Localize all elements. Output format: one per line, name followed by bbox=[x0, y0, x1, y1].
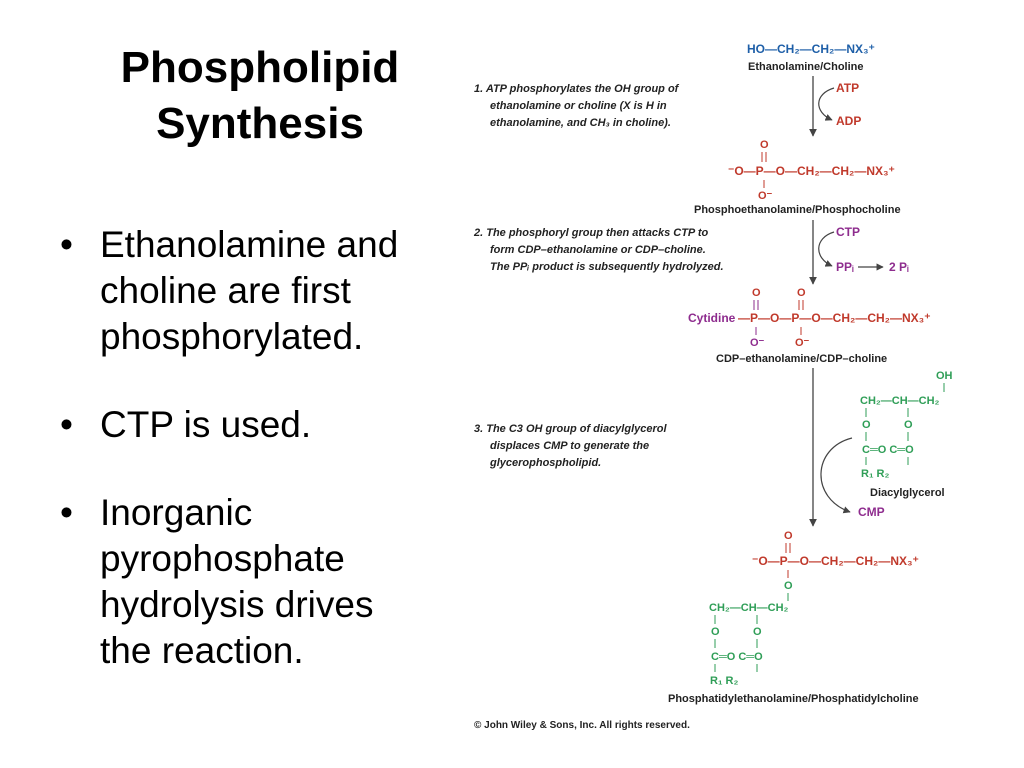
dag-oh: OH bbox=[936, 370, 953, 382]
cdp-cytidine: Cytidine bbox=[688, 311, 736, 325]
product-backbone: CH₂—CH—CH₂ bbox=[709, 602, 789, 614]
phosphate-oxygen: O bbox=[760, 139, 769, 151]
bullet-line: • Ethanolamine and bbox=[100, 224, 399, 265]
step-line: displaces CMP to generate the bbox=[490, 440, 650, 452]
dag-oxygen: O bbox=[862, 419, 871, 431]
bullet-line: phosphorylated. bbox=[100, 316, 364, 357]
atp-label: ATP bbox=[836, 81, 860, 95]
product-oxygen-ester: O bbox=[753, 626, 762, 638]
cdp-chain: —P—O—P—O—CH₂—CH₂—NX₃⁺ bbox=[738, 311, 931, 325]
ppi-label: PPᵢ bbox=[836, 260, 854, 274]
slide-title-line: Synthesis bbox=[156, 99, 364, 148]
step-3-text bbox=[474, 423, 670, 469]
cdp-oxygen: O bbox=[752, 287, 761, 299]
cdp-label: CDP–ethanolamine/CDP–choline bbox=[716, 353, 888, 365]
slide-title-line: Phospholipid bbox=[120, 43, 400, 92]
product-ester: C═O C═O bbox=[711, 651, 763, 663]
phosphate-oxygen-minus: O⁻ bbox=[758, 190, 773, 202]
ctp-label: CTP bbox=[836, 225, 860, 239]
step-line: 2. The phosphoryl group then attacks CTP to bbox=[474, 227, 709, 239]
product-chain: ⁻O—P—O—CH₂—CH₂—NX₃⁺ bbox=[752, 554, 919, 568]
dag-label: Diacylglycerol bbox=[870, 487, 945, 499]
bullet-line: choline are first bbox=[100, 270, 351, 311]
step-line: glycerophospholipid. bbox=[490, 457, 602, 469]
ethanolamine-label: Ethanolamine/Choline bbox=[748, 61, 864, 73]
dag-r-groups: R₁ R₂ bbox=[861, 468, 890, 480]
product-oxygen-ester: O bbox=[711, 626, 720, 638]
bullet-line: • CTP is used. bbox=[100, 404, 312, 445]
two-pi-label: 2 Pᵢ bbox=[889, 260, 909, 274]
bullet-line: hydrolysis drives bbox=[100, 584, 374, 625]
product-oxygen: O bbox=[784, 530, 793, 542]
product-r-groups: R₁ R₂ bbox=[710, 675, 739, 687]
adp-label: ADP bbox=[836, 114, 862, 128]
bullet-line: pyrophosphate bbox=[100, 538, 345, 579]
step-line: ethanolamine or choline (X is H in bbox=[490, 100, 667, 112]
step-line: 1. ATP phosphorylates the OH group of bbox=[474, 83, 679, 95]
step-line: form CDP–ethanolamine or CDP–choline. bbox=[490, 244, 706, 256]
product-label: Phosphatidylethanolamine/Phosphatidylcholine bbox=[668, 693, 919, 705]
copyright: © John Wiley & Sons, Inc. All rights reserved. bbox=[474, 720, 690, 731]
step-1-text bbox=[474, 83, 681, 129]
side-arrow bbox=[821, 438, 852, 512]
step-line: The PPᵢ product is subsequently hydrolyzed. bbox=[490, 261, 724, 273]
cdp-oxygen-minus: O⁻ bbox=[750, 337, 765, 349]
cdp-oxygen: O bbox=[797, 287, 806, 299]
step-2-text bbox=[473, 227, 724, 273]
phospho-chain: ⁻O—P—O—CH₂—CH₂—NX₃⁺ bbox=[728, 164, 895, 178]
step-line: 3. The C3 OH group of diacylglycerol bbox=[474, 423, 667, 435]
phospho-label: Phosphoethanolamine/Phosphocholine bbox=[694, 204, 901, 216]
ethanolamine-formula: HO—CH₂—CH₂—NX₃⁺ bbox=[747, 42, 875, 56]
step-line: ethanolamine, and CH₃ in choline). bbox=[490, 117, 671, 129]
bullet-line: • Inorganic bbox=[100, 492, 253, 533]
cdp-oxygen-minus: O⁻ bbox=[795, 337, 810, 349]
cmp-label: CMP bbox=[858, 505, 885, 519]
bullet-line: the reaction. bbox=[100, 630, 304, 671]
dag-ester: C═O C═O bbox=[862, 444, 914, 456]
dag-backbone: CH₂—CH—CH₂ bbox=[860, 395, 940, 407]
dag-oxygen: O bbox=[904, 419, 913, 431]
side-arrow bbox=[819, 232, 834, 266]
side-arrow bbox=[819, 88, 834, 120]
product-linker-oxygen: O bbox=[784, 580, 793, 592]
